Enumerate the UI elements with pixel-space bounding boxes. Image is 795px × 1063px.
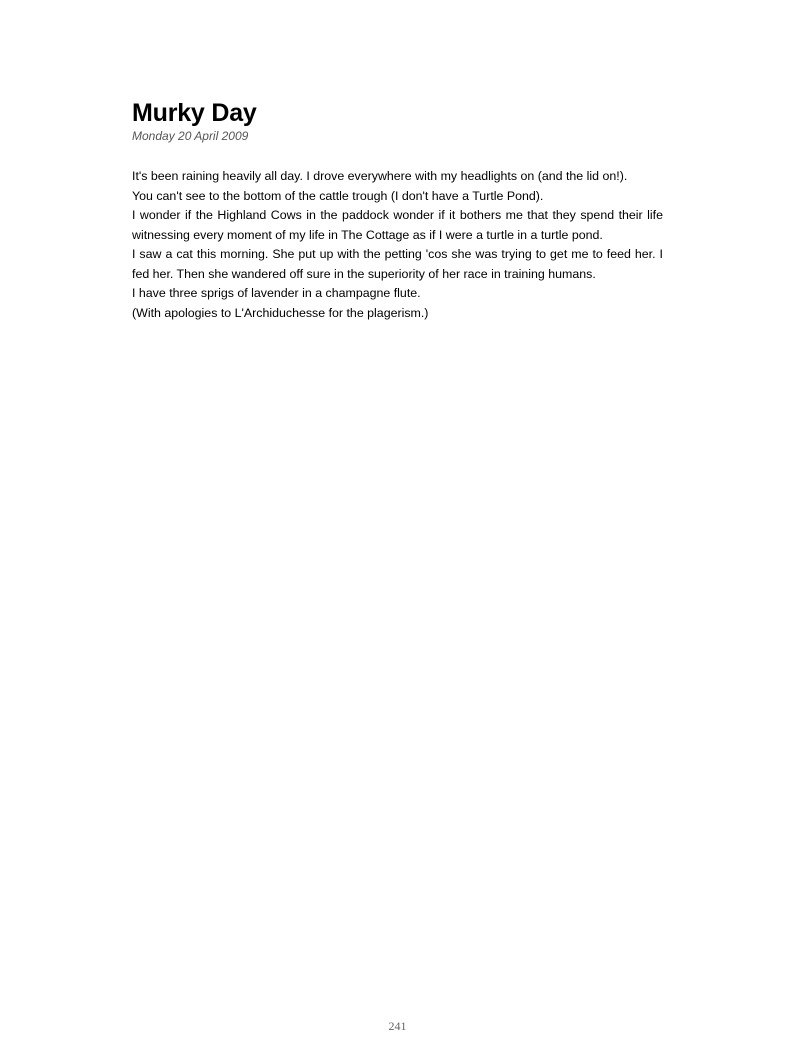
paragraph: I saw a cat this morning. She put up with the petting 'cos she was trying to get me to feed her. I fed her. Then she wandered off sure in the superiority of her race in training humans. [132,247,663,281]
paragraph: It's been raining heavily all day. I drove everywhere with my headlights on (and the lid on!). [132,169,628,183]
paragraph: (With apologies to L'Archiduchesse for the plagerism.) [132,305,429,320]
paragraph: I have three sprigs of lavender in a champagne flute. [132,286,421,300]
paragraph: I wonder if the Highland Cows in the paddock wonder if it bothers me that they spend their life witnessing every moment of my life in The Cottage as if I were a turtle in a turtle pond. [132,208,663,242]
post-date: Monday 20 April 2009 [132,129,249,143]
paragraph: You can't see to the bottom of the cattle trough (I don't have a Turtle Pond). [132,188,544,203]
post-body [132,167,663,323]
post-title: Murky Day [132,99,257,127]
blog-post [132,98,663,323]
page-number: 241 [388,1019,407,1033]
